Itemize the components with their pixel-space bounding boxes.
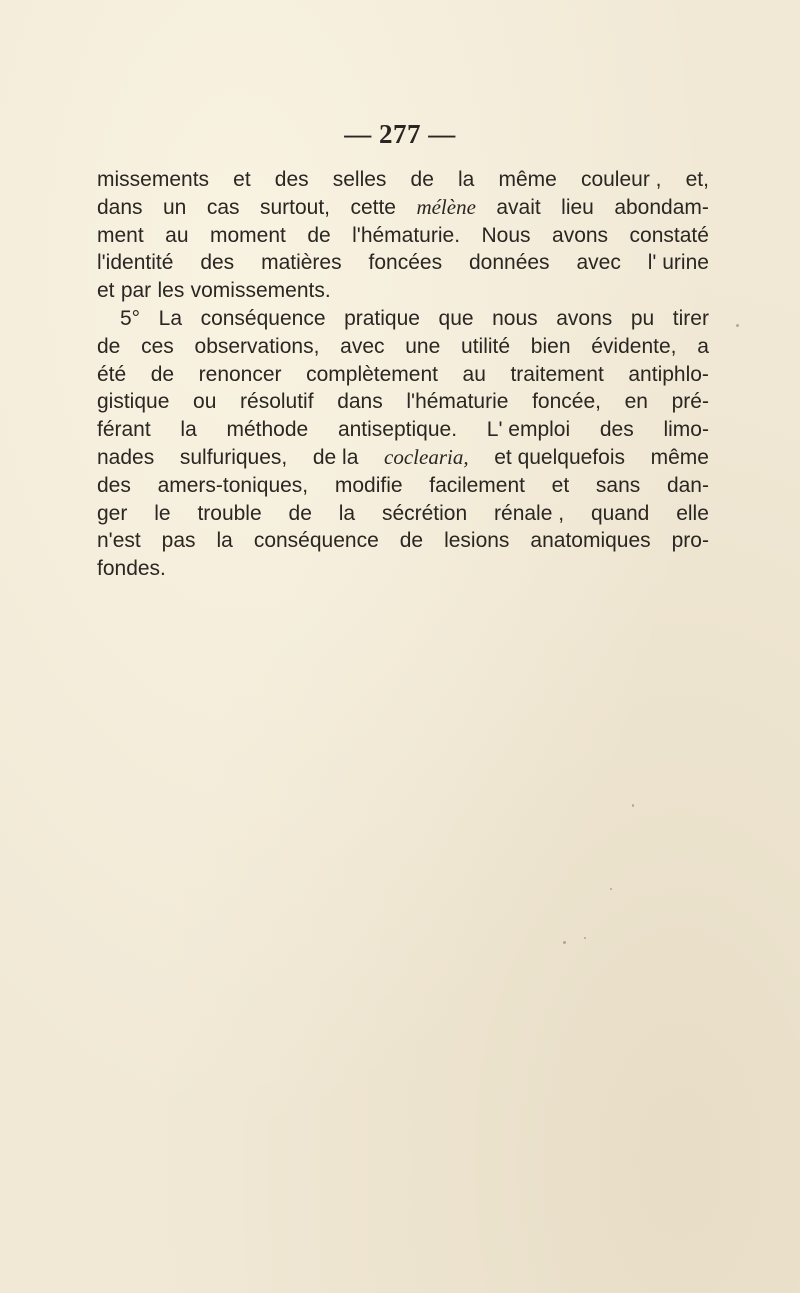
word: pro- (671, 529, 709, 553)
word: de la (312, 445, 359, 469)
word: dans (337, 390, 383, 414)
word: couleur , (580, 168, 662, 191)
word: coclearia, (384, 444, 469, 469)
word: trouble (197, 501, 262, 525)
word: cas (206, 195, 240, 219)
word: même (498, 168, 557, 191)
text-line (97, 416, 709, 444)
word: matières (261, 251, 342, 275)
word: avons (556, 306, 613, 330)
word: La (158, 306, 182, 330)
word: au (462, 362, 486, 386)
word: et (97, 279, 115, 303)
word: renoncer (198, 362, 282, 386)
word: par (120, 279, 152, 303)
print-speck (584, 937, 586, 939)
page-number: — 277 — (344, 119, 456, 149)
word: surtout, (259, 195, 330, 219)
word: l' urine (647, 251, 709, 275)
word: pas (161, 529, 196, 553)
word: gistique (97, 390, 170, 414)
word: des (599, 418, 634, 442)
word: de (307, 223, 331, 247)
word: la (458, 168, 475, 191)
word: été (97, 362, 127, 386)
text-line (97, 277, 709, 305)
word: avec (340, 334, 385, 358)
word: et, (685, 168, 709, 191)
word: même (650, 445, 709, 469)
word: pratique (344, 306, 420, 330)
word: foncée, (532, 390, 601, 414)
word: et (551, 473, 570, 497)
word: rénale , (494, 501, 565, 525)
word: cette (350, 195, 396, 219)
text-line (97, 249, 709, 277)
word: sans (595, 473, 641, 497)
text-line (97, 555, 709, 583)
word: antiphlo- (628, 362, 709, 386)
word: que (438, 306, 474, 330)
word: de (97, 334, 121, 358)
word: le (154, 501, 171, 525)
word: méthode (226, 418, 309, 442)
word: la (180, 418, 197, 442)
print-speck (610, 888, 612, 890)
word: pu (630, 306, 655, 330)
word: elle (676, 501, 709, 525)
word: L' emploi (486, 418, 571, 442)
print-speck (736, 324, 739, 327)
word: l'identité (97, 251, 174, 275)
word: bien (530, 334, 571, 358)
text-line (97, 361, 709, 389)
word: mélène (416, 194, 476, 219)
word: et quelquefois (494, 445, 625, 469)
body-text (97, 166, 709, 583)
word: ou (193, 390, 217, 414)
word: 5° (120, 306, 141, 330)
word: des (97, 473, 131, 497)
word: moment (209, 223, 286, 247)
word: sécrétion (381, 501, 468, 525)
word: l'hématurie. (352, 223, 461, 247)
word: facilement (429, 473, 525, 497)
word: sulfuriques, (179, 445, 288, 469)
word: nades (97, 445, 155, 469)
word: la (216, 529, 233, 553)
word: observations, (194, 334, 320, 358)
word: avons (552, 223, 609, 247)
word: fondes. (97, 557, 166, 581)
word: des (274, 168, 309, 191)
word: Nous (481, 223, 531, 247)
word: ger (97, 501, 128, 525)
word: traitement (510, 362, 604, 386)
word: évidente, (591, 334, 677, 358)
word: anatomiques (530, 529, 651, 553)
text-line (97, 194, 709, 222)
word: utilité (461, 334, 511, 358)
text-line (97, 222, 709, 250)
print-speck (563, 941, 566, 944)
word: une (405, 334, 441, 358)
word: férant (97, 418, 151, 442)
word: au (165, 223, 189, 247)
word: conséquence (253, 529, 379, 553)
text-line (97, 333, 709, 361)
word: avec (576, 251, 621, 275)
word: modifie (334, 473, 403, 497)
word: nous (492, 306, 538, 330)
text-line (97, 166, 709, 194)
word: résolutif (240, 390, 314, 414)
text-line (97, 500, 709, 528)
word: missements (97, 168, 210, 191)
word: l'hématurie (406, 390, 509, 414)
word: lieu (561, 195, 594, 219)
word: de (288, 501, 312, 525)
word: pré- (671, 390, 709, 414)
print-speck (632, 804, 634, 807)
word: un (163, 195, 187, 219)
word: dan- (666, 473, 709, 497)
word: dans (97, 195, 143, 219)
word: n'est (97, 529, 141, 553)
text-line (97, 305, 709, 333)
word: selles (332, 168, 387, 191)
word: a (697, 334, 709, 358)
word: de (150, 362, 175, 386)
word: ment (97, 223, 144, 247)
word: complètement (306, 362, 438, 386)
word: conséquence (200, 306, 326, 330)
word: lesions (444, 529, 510, 553)
word: ces (141, 334, 174, 358)
word: avait (496, 195, 541, 219)
word: abondam- (614, 195, 709, 219)
text-line (97, 388, 709, 416)
word: quand (590, 501, 650, 525)
word: foncées (368, 251, 443, 275)
word: données (468, 251, 550, 275)
word: la (338, 501, 356, 525)
text-line (97, 527, 709, 555)
text-line (97, 472, 709, 500)
word: de (410, 168, 434, 191)
word: les (157, 279, 185, 303)
word: en (624, 390, 648, 414)
word: tirer (672, 306, 709, 330)
word: constaté (629, 223, 709, 247)
word: vomissements. (190, 279, 331, 303)
text-line (97, 444, 709, 472)
word: des (200, 251, 235, 275)
word: amers-toniques, (157, 473, 309, 497)
word: limo- (663, 418, 709, 442)
word: antiseptique. (337, 418, 458, 442)
word: de (399, 529, 424, 553)
word: et (233, 168, 251, 191)
